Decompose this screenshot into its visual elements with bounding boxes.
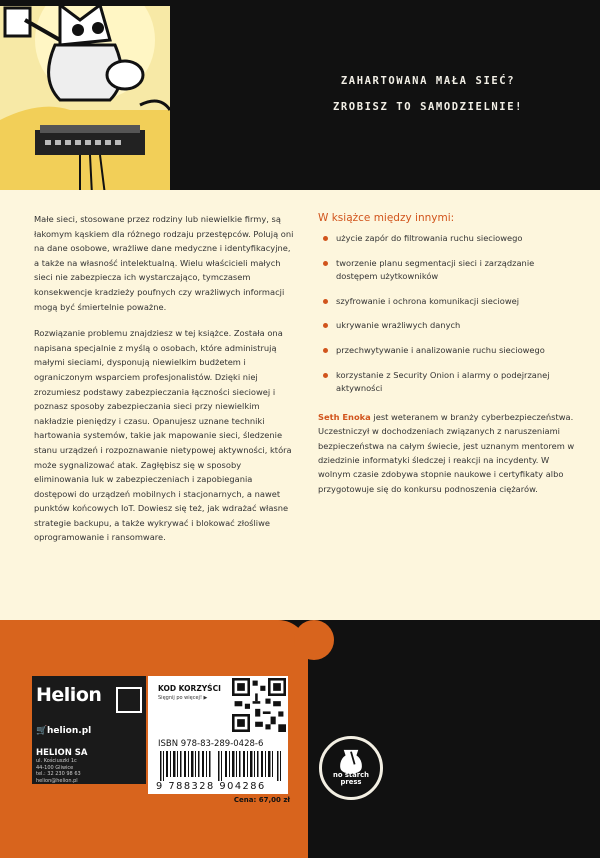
tagline [268, 68, 588, 120]
description-paragraph-1: Małe sieci, stosowane przez rodziny lub niewielkie firmy, są łakomym kąskiem dla różnego rodzaju przestępców. Polują oni na dane osobowe, wrażliwe dane medyczne i identyfikacyjne, a także na własność intelektualną. Wielu właścicieli małych sieci nie zabezpiecza ich wystarczająco, tymczasem konsekwencje kradzieży poufnych czy wrażliwych informacji mogą być śmiertelnie poważne. [34, 214, 294, 312]
kod-subtitle: Sięgnij po więcej! ▶ [158, 695, 208, 701]
feature-item: szyfrowanie i ochrona komunikacji sieciowej [318, 295, 576, 309]
price: Cena: 67,00 zł [233, 796, 290, 804]
barcode-number: 9 788328 904286 [156, 781, 266, 792]
bullet-icon [323, 348, 328, 353]
ink-jar-icon [322, 739, 380, 797]
imprint-name: no starch press [333, 771, 369, 786]
author-bio [318, 410, 576, 496]
tagline-line-1: ZAHARTOWANA MAŁA SIEĆ? [340, 75, 516, 87]
bullet-icon [323, 261, 328, 266]
bullet-icon [323, 236, 328, 241]
feature-item: tworzenie planu segmentacji sieci i zarządzanie dostępem użytkowników [318, 257, 576, 284]
bullet-icon [323, 299, 328, 304]
publisher-website: 🛒helion.pl [36, 726, 92, 736]
bullet-icon [323, 373, 328, 378]
features-heading: W książce między innymi: [318, 212, 455, 224]
feature-item: użycie zapór do filtrowania ruchu sieciowego [318, 232, 576, 246]
description [34, 212, 296, 557]
barcode-icon [158, 751, 283, 781]
author-bio-text: jest weteranem w branży cyberbezpieczeństwa. Uczestniczył w dochodzeniach związanych z naruszeniami bezpieczeństwa na całym świecie, jest uznanym mentorem w dziedzinie informatyki śledczej i reakcji na incydenty. W wolnym czasie zdobywa stopnie naukowe i certyfikaty albo przygotowuje się do konkursu podnoszenia ciężarów. [318, 411, 575, 494]
feature-item: ukrywanie wrażliwych danych [318, 319, 576, 333]
tagline-line-2: ZROBISZ TO SAMODZIELNIE! [332, 101, 524, 113]
helion-mark-icon [116, 687, 142, 713]
no-starch-logo [319, 736, 383, 800]
qr-code-icon [232, 678, 286, 732]
feature-item: korzystanie z Security Onion i alarmy o podejrzanej aktywności [318, 369, 576, 396]
publisher-address: HELION SA ul. Kościuszki 1c 44-100 Gliwice tel.: 32 230 98 63 helion@helion.pl [36, 748, 142, 782]
features-column [318, 212, 576, 496]
kod-title: KOD KORZYŚCI [158, 684, 221, 693]
cart-icon: 🛒 [36, 726, 48, 736]
isbn: ISBN 978-83-289-0428-6 [158, 739, 264, 749]
description-paragraph-2: Rozwiązanie problemu znajdziesz w tej książce. Została ona napisana specjalnie z myślą o osobach, które administrują małymi sieciami, dysponują niewielkim budżetem i ograniczonym wsparciem profesjonalistów. Dzięki niej zrozumiesz podstawy zabezpieczania łączności sieciowej i poznasz sposoby zabezpieczania sieci przy niewielkim nakładzie pieniędzy i czasu. Opanujesz uznane techniki hartowania systemów, takie jak mapowanie sieci, śledzenie stanu urządzeń i rozpoznawanie nietypowej aktywności, która może sygnalizować atak. Zagłębisz się w sposoby eliminowania luk w zabezpieczeniach i zapobiegania dostępowi do urządzeń mobilnych i stacjonarnych, a nawet punktów końcowych IoT. Dowiesz się też, jak wdrażać własne strategie backupu, a także wykrywać i blokować złośliwe oprogramowanie i ransomware. [34, 328, 292, 543]
features-list [318, 232, 576, 396]
robot-illustration [0, 0, 190, 195]
publisher-logo: Helion [36, 684, 102, 706]
feature-item: przechwytywanie i analizowanie ruchu sieciowego [318, 344, 576, 358]
author-name: Seth Enoka [318, 411, 371, 422]
publisher-name: HELION SA [36, 748, 88, 758]
bullet-icon [323, 323, 328, 328]
